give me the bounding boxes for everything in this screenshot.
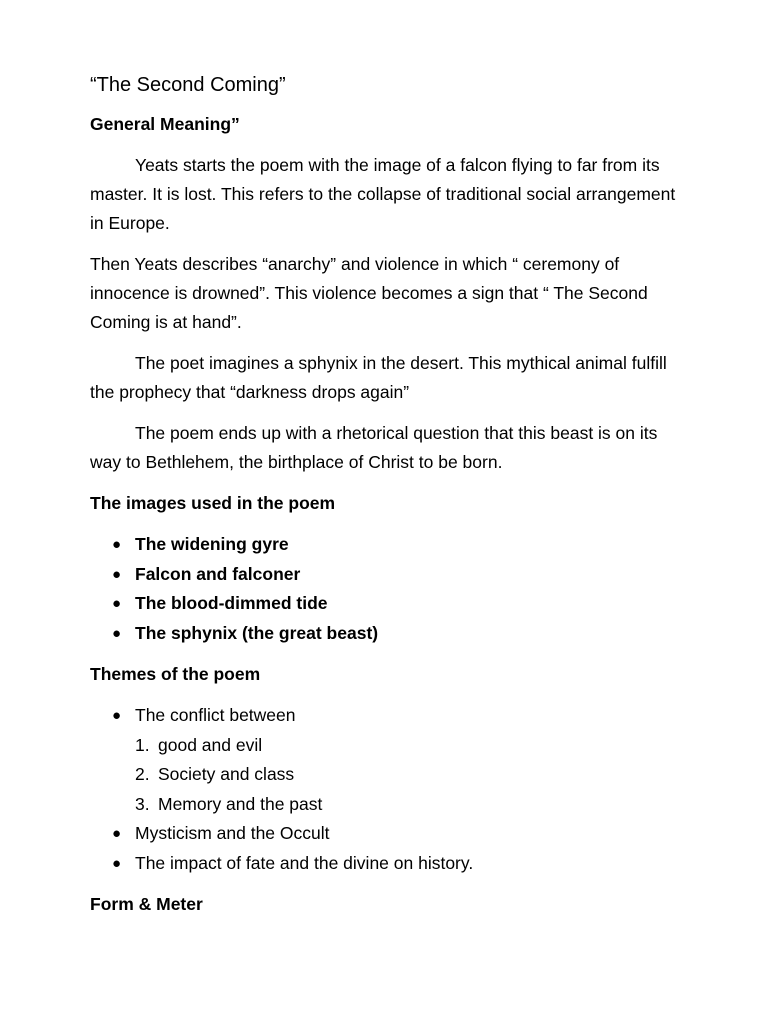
sublist-item [90, 731, 690, 761]
list-item [90, 589, 690, 619]
general-meaning-heading: General Meaning” [90, 114, 240, 134]
form-meter-heading: Form & Meter [90, 894, 203, 914]
sublist-number: 2. [135, 764, 150, 784]
sublist-item [90, 790, 690, 820]
paragraph-sphynix: The poet imagines a sphynix in the desert. This mythical animal fulfill the prophecy that “darkness drops again” [90, 353, 667, 402]
list-item-text: Mysticism and the Occult [135, 823, 330, 843]
list-item-text: The impact of fate and the divine on history. [135, 852, 474, 873]
list-item-text: The sphynix (the great beast) [135, 622, 379, 643]
list-item-text: The blood-dimmed tide [135, 593, 328, 613]
list-item [90, 619, 690, 649]
list-item-text: The conflict between [135, 705, 296, 725]
bullet-icon: ● [112, 595, 122, 612]
sublist-item [90, 760, 690, 790]
bullet-icon: ● [112, 854, 122, 872]
list-item [90, 819, 690, 849]
bullet-icon: ● [112, 624, 122, 642]
sublist-text: Society and class [158, 764, 295, 784]
bullet-icon: ● [112, 536, 122, 553]
list-item [90, 849, 690, 879]
sublist-text: Memory and the past [158, 793, 323, 814]
sublist-number: 3. [135, 793, 150, 814]
paragraph-anarchy: Then Yeats describes “anarchy” and violence in which “ ceremony of innocence is drowned”. This violence becomes a sign that “ The Second Coming is at hand”. [90, 254, 648, 332]
list-item-text: Falcon and falconer [135, 563, 301, 584]
document-page [90, 70, 690, 931]
images-list [90, 530, 690, 648]
list-item [90, 560, 690, 590]
sublist-number: 1. [135, 734, 150, 755]
themes-list [90, 701, 690, 731]
themes-heading: Themes of the poem [90, 664, 261, 684]
document-title: “The Second Coming” [90, 74, 286, 96]
bullet-icon: ● [112, 825, 122, 842]
list-item [90, 701, 690, 731]
list-item [90, 530, 690, 560]
images-heading: The images used in the poem [90, 493, 336, 513]
themes-list-continued [90, 819, 690, 878]
paragraph-falcon: Yeats starts the poem with the image of a falcon flying to far from its master. It is lost. This refers to the collapse of traditional social arrangement in Europe. [90, 155, 676, 233]
sublist-text: good and evil [158, 734, 263, 755]
list-item-text: The widening gyre [135, 534, 289, 554]
conflict-sublist [90, 731, 690, 820]
bullet-icon: ● [112, 707, 122, 724]
bullet-icon: ● [112, 565, 122, 583]
paragraph-rhetorical-question: The poem ends up with a rhetorical question that this beast is on its way to Bethlehem, the birthplace of Christ to be born. [90, 423, 658, 472]
